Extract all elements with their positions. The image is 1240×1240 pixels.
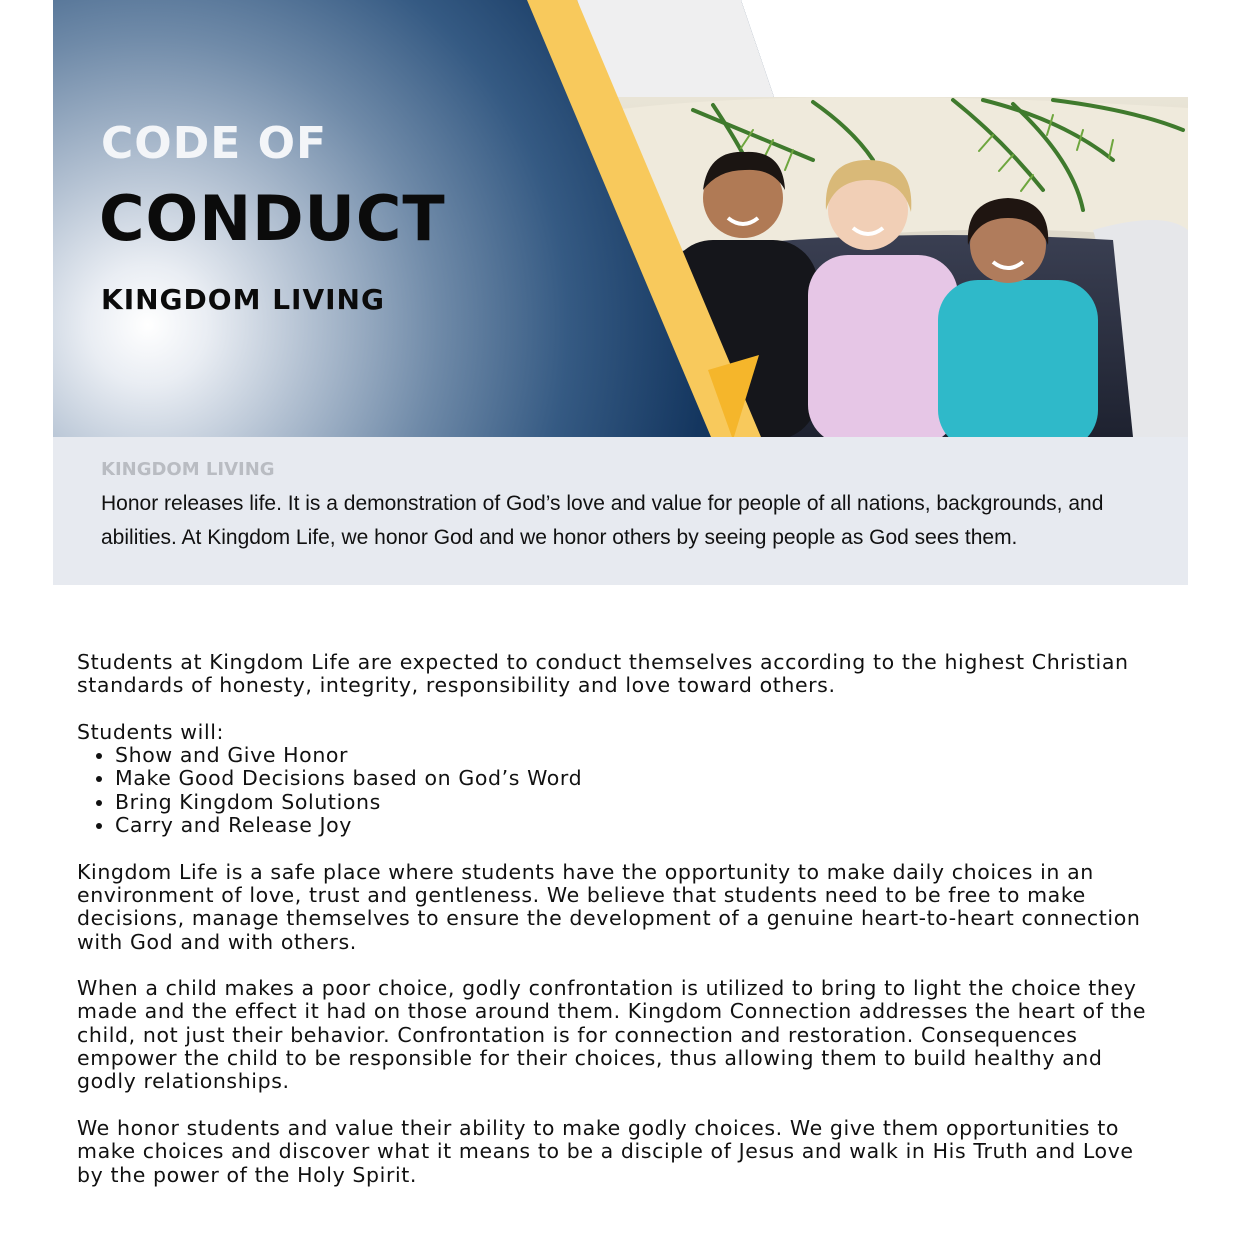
list-item: • Bring Kingdom Solutions: [115, 791, 1167, 814]
paragraph-honor-students: We honor students and value their ability to make godly choices. We give them opportunities to make choices and discover what it means to be a disciple of Jesus and walk in His Truth and Love by the power of the Holy Spirit.: [77, 1115, 1134, 1187]
hero-subtitle: KINGDOM LIVING: [101, 283, 385, 316]
title-line-1: CODE OF: [101, 118, 328, 169]
students-will-label: Students will:: [77, 719, 225, 744]
hero-banner: [53, 0, 1188, 437]
students-will-list: [77, 744, 1167, 837]
intro-eyebrow: KINGDOM LIVING: [101, 459, 275, 480]
title-line-2: CONDUCT: [99, 182, 446, 255]
main-content: [77, 651, 1167, 1210]
list-item: • Make Good Decisions based on God’s Word: [115, 767, 1167, 790]
list-item: • Show and Give Honor: [115, 744, 1167, 767]
list-item: • Carry and Release Joy: [115, 814, 1167, 837]
intro-band: [53, 437, 1188, 585]
paragraph-expectations: Students at Kingdom Life are expected to conduct themselves according to the highest Christian standards of honesty, integrity, responsibility and love toward others.: [77, 650, 1129, 698]
white-corner-shape: [741, 0, 1188, 97]
paragraph-safe-place: Kingdom Life is a safe place where students have the opportunity to make daily choices in an environment of love, trust and gentleness. We believe that students need to be free to make decisions, manage themselves to ensure the development of a genuine heart-to-heart connection with God and with others.: [77, 859, 1141, 954]
paragraph-poor-choice: When a child makes a poor choice, godly confrontation is utilized to bring to light the choice they made and the effect it had on those around them. Kingdom Connection addresses the heart of the child, not just their behavior. Confrontation is for connection and restoration. Consequences empower the child to be responsible for their choices, thus allowing them to build healthy and godly relationships.: [77, 976, 1147, 1094]
intro-text: Honor releases life. It is a demonstration of God’s love and value for people of all nations, backgrounds, and abilities. At Kingdom Life, we honor God and we honor others by seeing people as God sees them.: [101, 492, 1104, 549]
